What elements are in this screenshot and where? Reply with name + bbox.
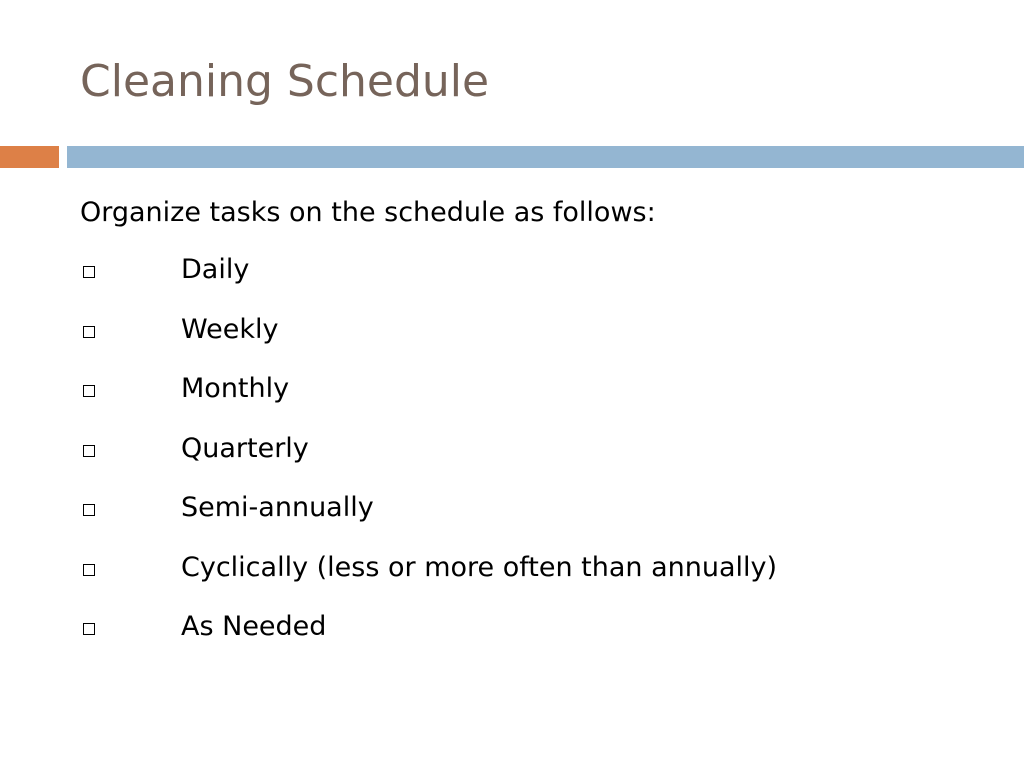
list-item-label: As Needed — [181, 611, 327, 642]
hollow-square-bullet-icon — [83, 623, 95, 635]
slide-title: Cleaning Schedule — [80, 56, 490, 107]
list-item-label: Daily — [181, 254, 250, 285]
list-item-label: Weekly — [181, 313, 279, 345]
hollow-square-bullet-icon — [83, 445, 95, 457]
hollow-square-bullet-icon — [83, 564, 95, 576]
hollow-square-bullet-icon — [83, 385, 95, 397]
list-item-label: Monthly — [181, 373, 290, 404]
list-item-label: Quarterly — [181, 432, 309, 464]
title-underline-bar — [67, 146, 1024, 168]
title-underline-accent-bar — [0, 146, 59, 168]
hollow-square-bullet-icon — [83, 266, 95, 278]
intro-text: Organize tasks on the schedule as follows: — [80, 197, 656, 228]
hollow-square-bullet-icon — [83, 326, 95, 338]
list-item-label: Semi-annually — [181, 492, 374, 523]
hollow-square-bullet-icon — [83, 504, 95, 516]
list-item-label: Cyclically (less or more often than annually) — [181, 551, 778, 583]
